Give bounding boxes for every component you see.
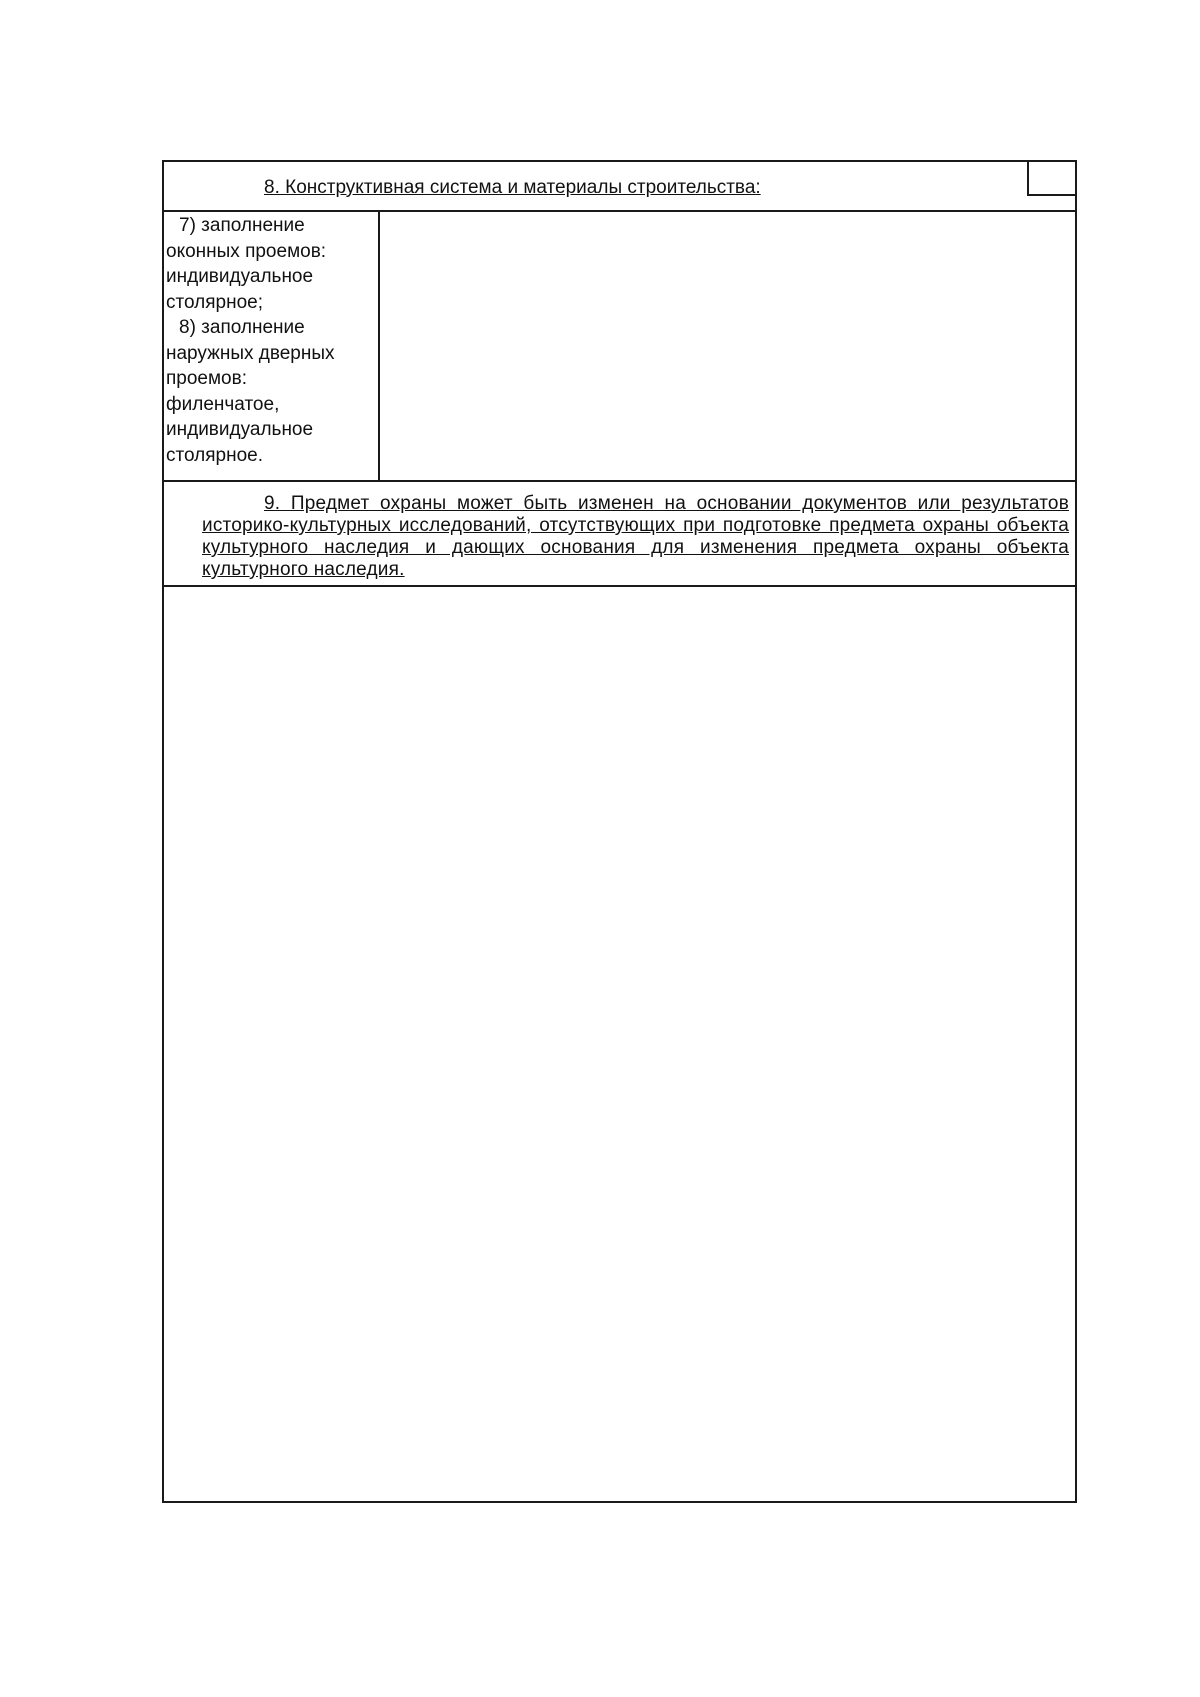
section-9-text: 9. Предмет охраны может быть изменен на основании документов или результатов историко-культурных исследований, отсутствующих при подготовке предмета охраны объекта культурного наследия и дающих основания для изменения предмета охраны объекта культурного наследия. [202, 493, 1069, 580]
materials-line: столярное. [166, 444, 263, 466]
materials-line: наружных дверных [166, 342, 335, 364]
section-9-row [164, 482, 1075, 587]
materials-line: 7) заполнение [179, 215, 305, 236]
section-8-header [164, 162, 1075, 212]
materials-line: филенчатое, [166, 393, 280, 415]
section-8-title: 8. Конструктивная система и материалы строительства: [264, 177, 761, 198]
corner-box [1027, 162, 1075, 196]
materials-line: проемов: [166, 368, 247, 389]
materials-line: индивидуальное [166, 419, 314, 440]
section-8-materials-row [164, 212, 1075, 482]
materials-line: оконных проемов: [166, 240, 327, 262]
materials-line: индивидуальное [166, 266, 314, 287]
materials-line: столярное; [166, 291, 263, 313]
materials-line: 8) заполнение [179, 317, 305, 338]
document-form-frame [162, 160, 1077, 1503]
materials-left-column [164, 212, 380, 480]
